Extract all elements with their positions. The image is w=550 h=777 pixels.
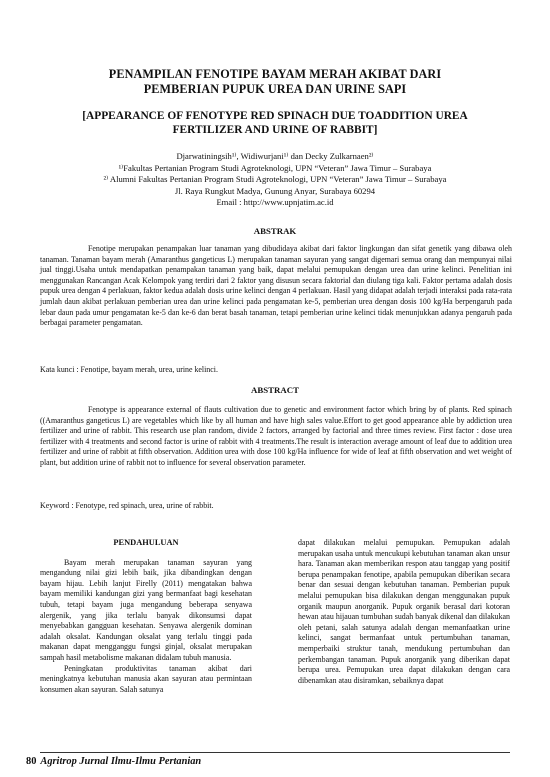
- abstract-heading: ABSTRACT: [251, 385, 299, 395]
- column-right: [298, 538, 510, 686]
- author-affiliation-2: ²⁾ Alumni Fakultas Pertanian Program Studi Agroteknologi, UPN “Veteran” Jawa Timur – Surabaya: [103, 174, 447, 184]
- author-names: Djarwatiningsih¹⁾, Widiwurjani¹⁾ dan Decky Zulkarnaen²⁾: [176, 151, 374, 161]
- paper-subtitle-english: [APPEARANCE OF FENOTYPE RED SPINACH DUE TOADDITION UREA FERTILIZER AND URINE OF RABBIT]: [82, 110, 468, 136]
- abstract-body: Fenotype is appearance external of flauts cultivation due to genetic and environment factor which bring by of plants. Red spinach ((Amaranthus gangeticus L) are vegetables which like by all human and have high sales value.Effort to get good appearance able by addiction urea fertilizer and urine of rabbit. This research use plan random, divide 2 factors, arranged by factorial and three times review. First factor : dose urea fertilizer with 4 treatments and second factor is urine of rabbit with 4 treatments.The result is interaction average amount of leaf due to addition urea fertilizer and urine of rabbit at fifth observation. Addition urea with dose 100 kg/Ha influence for wide of leaf at fifth observation and wet weight of plant, but addition urine of rabbit not to influence for several observation parameter.: [40, 405, 512, 467]
- intro-paragraph-2: Peningkatan produktivitas tanaman akibat dari meningkatnya kebutuhan manusia akan sayuran atau permintaan konsumen akan sayuran. Salah satunya: [40, 663, 252, 694]
- paper-title: PENAMPILAN FENOTIPE BAYAM MERAH AKIBAT DARI PEMBERIAN PUPUK UREA DAN URINE SAPI: [108, 67, 442, 96]
- author-affiliation-1: ¹⁾Fakultas Pertanian Program Studi Agroteknologi, UPN “Veteran” Jawa Timur – Surabaya: [118, 162, 432, 173]
- abstrak-body: Fenotipe merupakan penampakan luar tanaman yang dibudidaya akibat dari faktor lingkungan dan sifat genetik yang dibawa oleh tanaman. Tanaman bayam merah (Amaranthus gangeticus L) merupakan tanaman sayuran yang sangat digemari semua orang dan mempunyai nilai jual tinggi.Usaha untuk mendapatkan penampakan tanaman yang baik, dapat melalui pemupukan dengan urea dan urine kelinci. Penelitian ini menggunakan Rancangan Acak Kelompok yang terdiri dari 2 faktor yang disusun secara faktorial dan diulang tiga kali. Faktor pertama adalah dosis pupuk urea dengan 4 perlakuan, faktor kedua adalah dosis urine kelinci dengan 4 perlakuan. Hasil yang didapat adalah terjadi interaksi pada rata-rata jumlah daun akibat perlakuan pemberian urea dan urine kelinci pada pengamatan ke-5, pemberian urea dengan dosis 100 kg/Ha berpengaruh pada lebar daun pada umur pengamatan ke-5 dan ke-6 dan berat basah tanaman, tetapi pemberian urine kelinci tidak menunjukkan adanya pengaruh pada berbagai parameter pengamatan.: [40, 244, 512, 328]
- abstract-keywords: Keyword : Fenotype, red spinach, urea, urine of rabbit.: [40, 501, 214, 510]
- journal-name: Agritrop Jurnal Ilmu-Ilmu Pertanian: [40, 756, 202, 767]
- abstrak-heading: ABSTRAK: [253, 226, 297, 236]
- footer-rule: [40, 752, 510, 753]
- intro-heading: PENDAHULUAN: [113, 538, 179, 547]
- column-left: [40, 538, 252, 695]
- author-block: [40, 151, 510, 209]
- intro-paragraph-1: Bayam merah merupakan tanaman sayuran yang mengandung nilai gizi lebih baik, jika dibandingkan dengan bayam hijau. Lebih lanjut Firelly (2011) mengatakan bahwa bayam memiliki kandungan gizi yang bermanfaat bagi kesehatan tubuh, tetapi bayam juga mengandung beberapa senyawa alergenik, yang jika terlalu banyak dikonsumsi dapat menyebabkan gangguan kesehatan. Senyawa alergenik dominan adalah oksalat. Kandungan oksalat yang terlalu tinggi pada makanan dapat mengganggu fungsi ginjal, oksalat merupakan sampah hasil metabolisme makanan didalam tubuh manusia.: [40, 557, 252, 662]
- intro-paragraph-continued: dapat dilakukan melalui pemupukan. Pemupukan adalah merupakan usaha untuk mencukupi kebutuhan tanaman akan unsur hara. Tanaman akan memberikan respon atau tanggap yang positif berupa penampakan fenotipe, apabila pemupukan diberikan secara benar dan sesuai dengan kebutuhan tanaman. Pemberian pupuk melalui pemupukan bisa dilakukan dengan menggunakan pupuk organik maupun anorganik. Pupuk organik berasal dari kotoran hewan atau hijauan tumbuhan sudah banyak dikenal dan dilakukan oleh petani, salah satunya adalah dengan memanfaatkan urine kelinci, sangat bermanfaat untuk pertumbuhan tanaman, memperbaiki struktur tanah, mendukung pertumbuhan dan perkembangan tanaman. Pupuk anorganik yang diberikan dapat berupa urea. Pemupukan urea dapat dilakukan dengan cara dibenamkan atau disiramkan, sebaiknya dapat: [298, 538, 510, 685]
- page-number: 80: [26, 756, 37, 767]
- author-email: Email : http://www.upnjatim.ac.id: [216, 197, 334, 207]
- author-address: Jl. Raya Rungkut Madya, Gunung Anyar, Surabaya 60294: [174, 185, 376, 196]
- page-footer: [26, 756, 201, 767]
- abstrak-keywords: Kata kunci : Fenotipe, bayam merah, urea, urine kelinci.: [40, 365, 218, 374]
